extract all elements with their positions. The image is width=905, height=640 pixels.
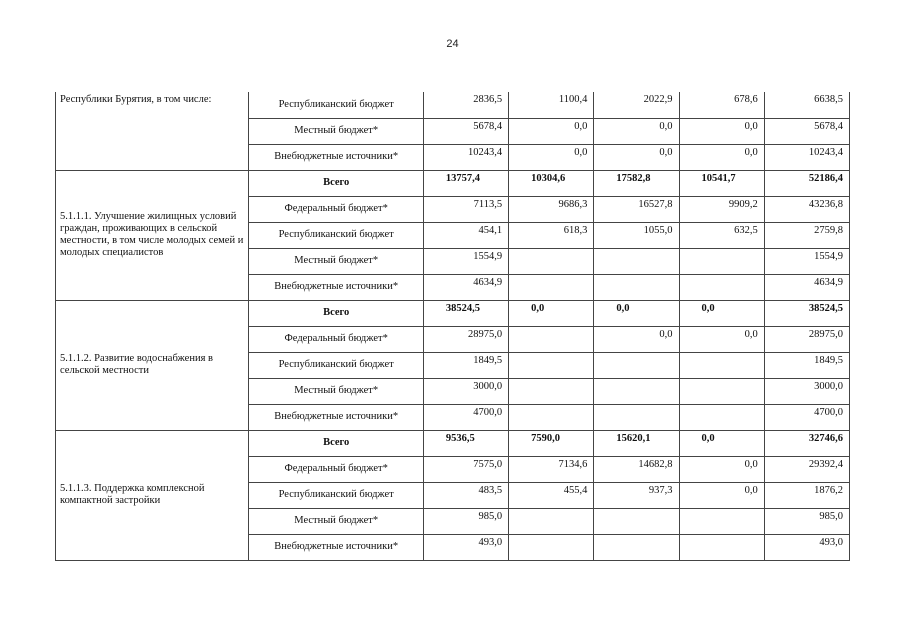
funding-source-cell: Республиканский бюджет — [249, 222, 423, 248]
value-cell: 937,3 — [594, 482, 679, 508]
value-cell: 16527,8 — [594, 196, 679, 222]
value-cell: 0,0 — [594, 118, 679, 144]
funding-source-cell: Федеральный бюджет* — [249, 456, 423, 482]
value-cell — [679, 378, 764, 404]
value-cell — [509, 534, 594, 560]
value-cell: 28975,0 — [764, 326, 849, 352]
value-cell: 52186,4 — [764, 170, 849, 196]
value-cell: 2836,5 — [423, 92, 508, 118]
value-cell: 985,0 — [764, 508, 849, 534]
value-cell: 985,0 — [423, 508, 508, 534]
value-cell — [509, 508, 594, 534]
value-cell: 4700,0 — [764, 404, 849, 430]
value-cell: 1849,5 — [764, 352, 849, 378]
value-cell: 1876,2 — [764, 482, 849, 508]
value-cell: 0,0 — [594, 300, 679, 326]
value-cell: 0,0 — [679, 118, 764, 144]
value-cell: 0,0 — [594, 144, 679, 170]
value-cell: 17582,8 — [594, 170, 679, 196]
value-cell: 7134,6 — [509, 456, 594, 482]
value-cell — [679, 274, 764, 300]
value-cell: 493,0 — [764, 534, 849, 560]
value-cell: 43236,8 — [764, 196, 849, 222]
funding-source-cell: Местный бюджет* — [249, 248, 423, 274]
value-cell: 6638,5 — [764, 92, 849, 118]
value-cell: 10541,7 — [679, 170, 764, 196]
funding-source-cell: Внебюджетные источники* — [249, 404, 423, 430]
value-cell: 618,3 — [509, 222, 594, 248]
value-cell: 0,0 — [679, 326, 764, 352]
value-cell: 0,0 — [594, 326, 679, 352]
page-number: 24 — [446, 38, 459, 50]
value-cell — [594, 274, 679, 300]
value-cell: 0,0 — [509, 300, 594, 326]
value-cell: 483,5 — [423, 482, 508, 508]
value-cell: 3000,0 — [764, 378, 849, 404]
value-cell: 14682,8 — [594, 456, 679, 482]
value-cell: 4634,9 — [423, 274, 508, 300]
value-cell — [594, 404, 679, 430]
value-cell: 3000,0 — [423, 378, 508, 404]
value-cell: 4634,9 — [764, 274, 849, 300]
value-cell: 0,0 — [679, 300, 764, 326]
funding-source-cell: Всего — [249, 430, 423, 456]
funding-source-cell: Внебюджетные источники* — [249, 274, 423, 300]
value-cell — [509, 274, 594, 300]
funding-source-cell: Внебюджетные источники* — [249, 534, 423, 560]
funding-source-cell: Всего — [249, 170, 423, 196]
value-cell: 1554,9 — [764, 248, 849, 274]
funding-source-cell: Республиканский бюджет — [249, 352, 423, 378]
value-cell: 1055,0 — [594, 222, 679, 248]
value-cell — [509, 404, 594, 430]
value-cell: 0,0 — [679, 456, 764, 482]
value-cell: 1849,5 — [423, 352, 508, 378]
value-cell: 38524,5 — [764, 300, 849, 326]
value-cell: 9909,2 — [679, 196, 764, 222]
measure-name-cell: 5.1.1.3. Поддержка комплексной компактной застройки — [56, 430, 249, 560]
value-cell: 455,4 — [509, 482, 594, 508]
value-cell: 0,0 — [679, 482, 764, 508]
value-cell: 32746,6 — [764, 430, 849, 456]
value-cell: 10243,4 — [764, 144, 849, 170]
funding-source-cell: Внебюджетные источники* — [249, 144, 423, 170]
value-cell: 7113,5 — [423, 196, 508, 222]
value-cell: 2022,9 — [594, 92, 679, 118]
funding-source-cell: Федеральный бюджет* — [249, 326, 423, 352]
value-cell: 0,0 — [509, 144, 594, 170]
value-cell — [509, 378, 594, 404]
value-cell: 38524,5 — [423, 300, 508, 326]
value-cell: 29392,4 — [764, 456, 849, 482]
value-cell: 1100,4 — [509, 92, 594, 118]
measure-name-cell: Республики Бурятия, в том числе: — [56, 92, 249, 170]
value-cell — [594, 534, 679, 560]
value-cell — [594, 508, 679, 534]
value-cell — [679, 248, 764, 274]
value-cell: 454,1 — [423, 222, 508, 248]
value-cell: 4700,0 — [423, 404, 508, 430]
funding-source-cell: Федеральный бюджет* — [249, 196, 423, 222]
measure-name-cell: 5.1.1.2. Развитие водоснабжения в сельской местности — [56, 300, 249, 430]
value-cell — [679, 534, 764, 560]
budget-table — [55, 92, 850, 561]
value-cell — [509, 352, 594, 378]
funding-source-cell: Местный бюджет* — [249, 508, 423, 534]
value-cell — [594, 248, 679, 274]
value-cell — [509, 326, 594, 352]
table-row — [56, 300, 850, 326]
value-cell: 5678,4 — [764, 118, 849, 144]
value-cell: 493,0 — [423, 534, 508, 560]
value-cell — [679, 404, 764, 430]
funding-source-cell: Местный бюджет* — [249, 118, 423, 144]
value-cell: 7575,0 — [423, 456, 508, 482]
value-cell — [509, 248, 594, 274]
value-cell: 9536,5 — [423, 430, 508, 456]
value-cell: 28975,0 — [423, 326, 508, 352]
value-cell — [679, 352, 764, 378]
value-cell: 0,0 — [509, 118, 594, 144]
value-cell — [594, 378, 679, 404]
value-cell: 2759,8 — [764, 222, 849, 248]
funding-source-cell: Республиканский бюджет — [249, 92, 423, 118]
value-cell — [594, 352, 679, 378]
table-row — [56, 170, 850, 196]
value-cell: 678,6 — [679, 92, 764, 118]
funding-source-cell: Республиканский бюджет — [249, 482, 423, 508]
funding-source-cell: Всего — [249, 300, 423, 326]
value-cell: 5678,4 — [423, 118, 508, 144]
value-cell: 0,0 — [679, 144, 764, 170]
value-cell: 1554,9 — [423, 248, 508, 274]
measure-name-cell: 5.1.1.1. Улучшение жилищных условий граждан, проживающих в сельской местности, в том числе молодых семей и молодых специалистов — [56, 170, 249, 300]
value-cell: 10304,6 — [509, 170, 594, 196]
value-cell: 632,5 — [679, 222, 764, 248]
value-cell: 9686,3 — [509, 196, 594, 222]
value-cell: 13757,4 — [423, 170, 508, 196]
value-cell: 10243,4 — [423, 144, 508, 170]
value-cell: 15620,1 — [594, 430, 679, 456]
value-cell — [679, 508, 764, 534]
funding-source-cell: Местный бюджет* — [249, 378, 423, 404]
table-row — [56, 430, 850, 456]
value-cell: 0,0 — [679, 430, 764, 456]
value-cell: 7590,0 — [509, 430, 594, 456]
table-row — [56, 92, 850, 118]
